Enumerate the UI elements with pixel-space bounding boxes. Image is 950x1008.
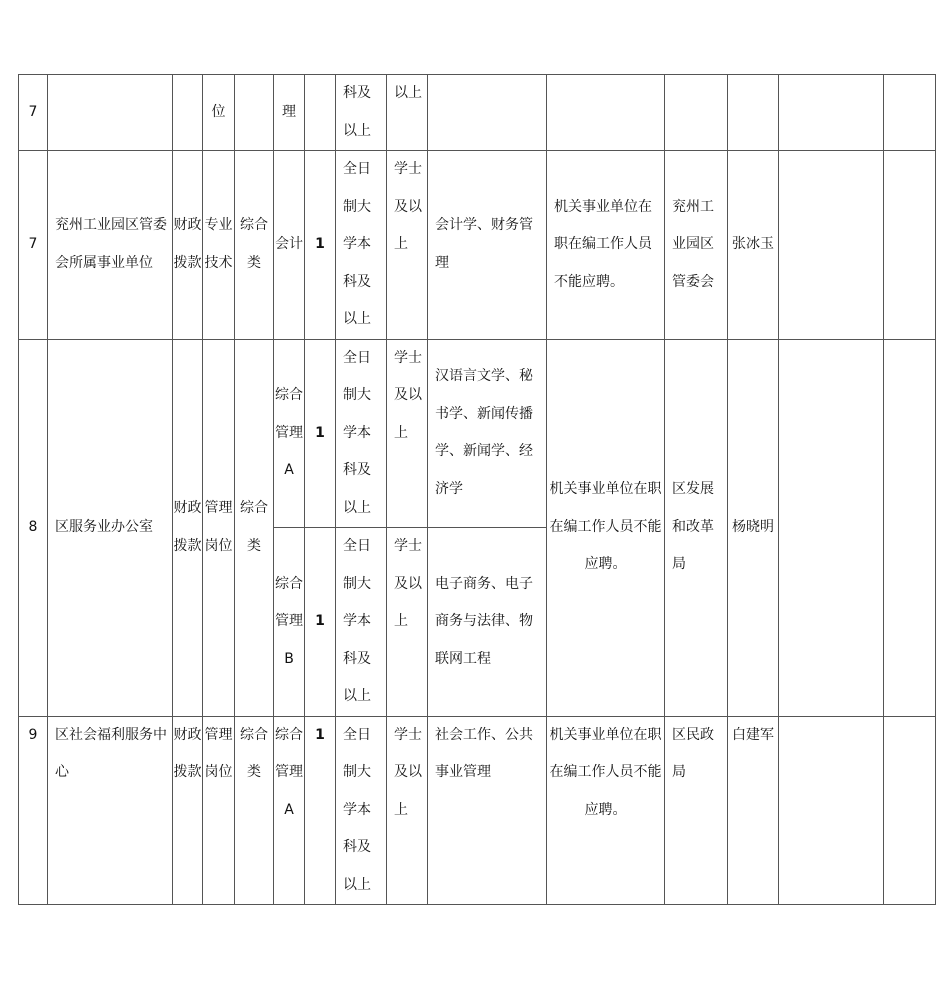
- dept-cell: 区发展和改革局: [665, 339, 728, 716]
- degree-cell: 学士及以上: [387, 528, 428, 717]
- type-cell: 综合类: [235, 339, 274, 716]
- type-cell: 综合类: [235, 716, 274, 905]
- education-cell: 全日制大学本科及以上: [336, 339, 387, 528]
- major-cell: [428, 75, 547, 151]
- empty-cell: [884, 716, 936, 905]
- degree-cell: 以上: [387, 75, 428, 151]
- row-index: 7: [19, 151, 48, 340]
- other-cell: 机关事业单位在职在编工作人员不能应聘。: [547, 151, 665, 340]
- count-cell: 1: [305, 339, 336, 528]
- empty-cell: [884, 339, 936, 716]
- funding-cell: 财政拨款: [173, 151, 203, 340]
- table-row: [19, 75, 936, 151]
- count-cell: 1: [305, 151, 336, 340]
- degree-cell: 学士及以上: [387, 339, 428, 528]
- count-cell: 1: [305, 528, 336, 717]
- empty-cell: [779, 339, 884, 716]
- education-cell: 全日制大学本科及以上: [336, 151, 387, 340]
- funding-cell: [173, 75, 203, 151]
- unit-cell: 区社会福利服务中心: [48, 716, 173, 905]
- count-cell: [305, 75, 336, 151]
- other-cell: 机关事业单位在职在编工作人员不能应聘。: [547, 339, 665, 716]
- type-cell: 综合类: [235, 151, 274, 340]
- unit-cell: 区服务业办公室: [48, 339, 173, 716]
- dept-cell: 区民政局: [665, 716, 728, 905]
- post-cell: 理: [274, 75, 305, 151]
- degree-cell: 学士及以上: [387, 151, 428, 340]
- major-cell: 会计学、财务管理: [428, 151, 547, 340]
- contact-cell: 张冰玉: [728, 151, 779, 340]
- post-cell: 会计: [274, 151, 305, 340]
- table-row: [19, 339, 936, 528]
- major-cell: 电子商务、电子商务与法律、物联网工程: [428, 528, 547, 717]
- post-cell: 综合管理A: [274, 339, 305, 528]
- row-index: 8: [19, 339, 48, 716]
- funding-cell: 财政拨款: [173, 339, 203, 716]
- other-cell: [547, 75, 665, 151]
- empty-cell: [779, 716, 884, 905]
- education-cell: 科及以上: [336, 75, 387, 151]
- empty-cell: [779, 75, 884, 151]
- table-row: [19, 151, 936, 340]
- category-cell: 位: [203, 75, 235, 151]
- unit-cell: 兖州工业园区管委会所属事业单位: [48, 151, 173, 340]
- other-cell: 机关事业单位在职在编工作人员不能应聘。: [547, 716, 665, 905]
- education-cell: 全日制大学本科及以上: [336, 716, 387, 905]
- dept-cell: [665, 75, 728, 151]
- dept-cell: 兖州工业园区管委会: [665, 151, 728, 340]
- row-index: 9: [19, 716, 48, 905]
- type-cell: [235, 75, 274, 151]
- empty-cell: [884, 75, 936, 151]
- funding-cell: 财政拨款: [173, 716, 203, 905]
- row-index: 7: [19, 75, 48, 151]
- table-row: [19, 716, 936, 905]
- major-cell: 汉语言文学、秘书学、新闻传播学、新闻学、经济学: [428, 339, 547, 528]
- contact-cell: 白建军: [728, 716, 779, 905]
- recruitment-table: [18, 74, 936, 905]
- category-cell: 管理岗位: [203, 716, 235, 905]
- empty-cell: [779, 151, 884, 340]
- category-cell: 专业技术: [203, 151, 235, 340]
- contact-cell: 杨晓明: [728, 339, 779, 716]
- post-cell: 综合管理B: [274, 528, 305, 717]
- category-cell: 管理岗位: [203, 339, 235, 716]
- degree-cell: 学士及以上: [387, 716, 428, 905]
- post-cell: 综合管理A: [274, 716, 305, 905]
- empty-cell: [884, 151, 936, 340]
- education-cell: 全日制大学本科及以上: [336, 528, 387, 717]
- contact-cell: [728, 75, 779, 151]
- count-cell: 1: [305, 716, 336, 905]
- unit-cell: [48, 75, 173, 151]
- major-cell: 社会工作、公共事业管理: [428, 716, 547, 905]
